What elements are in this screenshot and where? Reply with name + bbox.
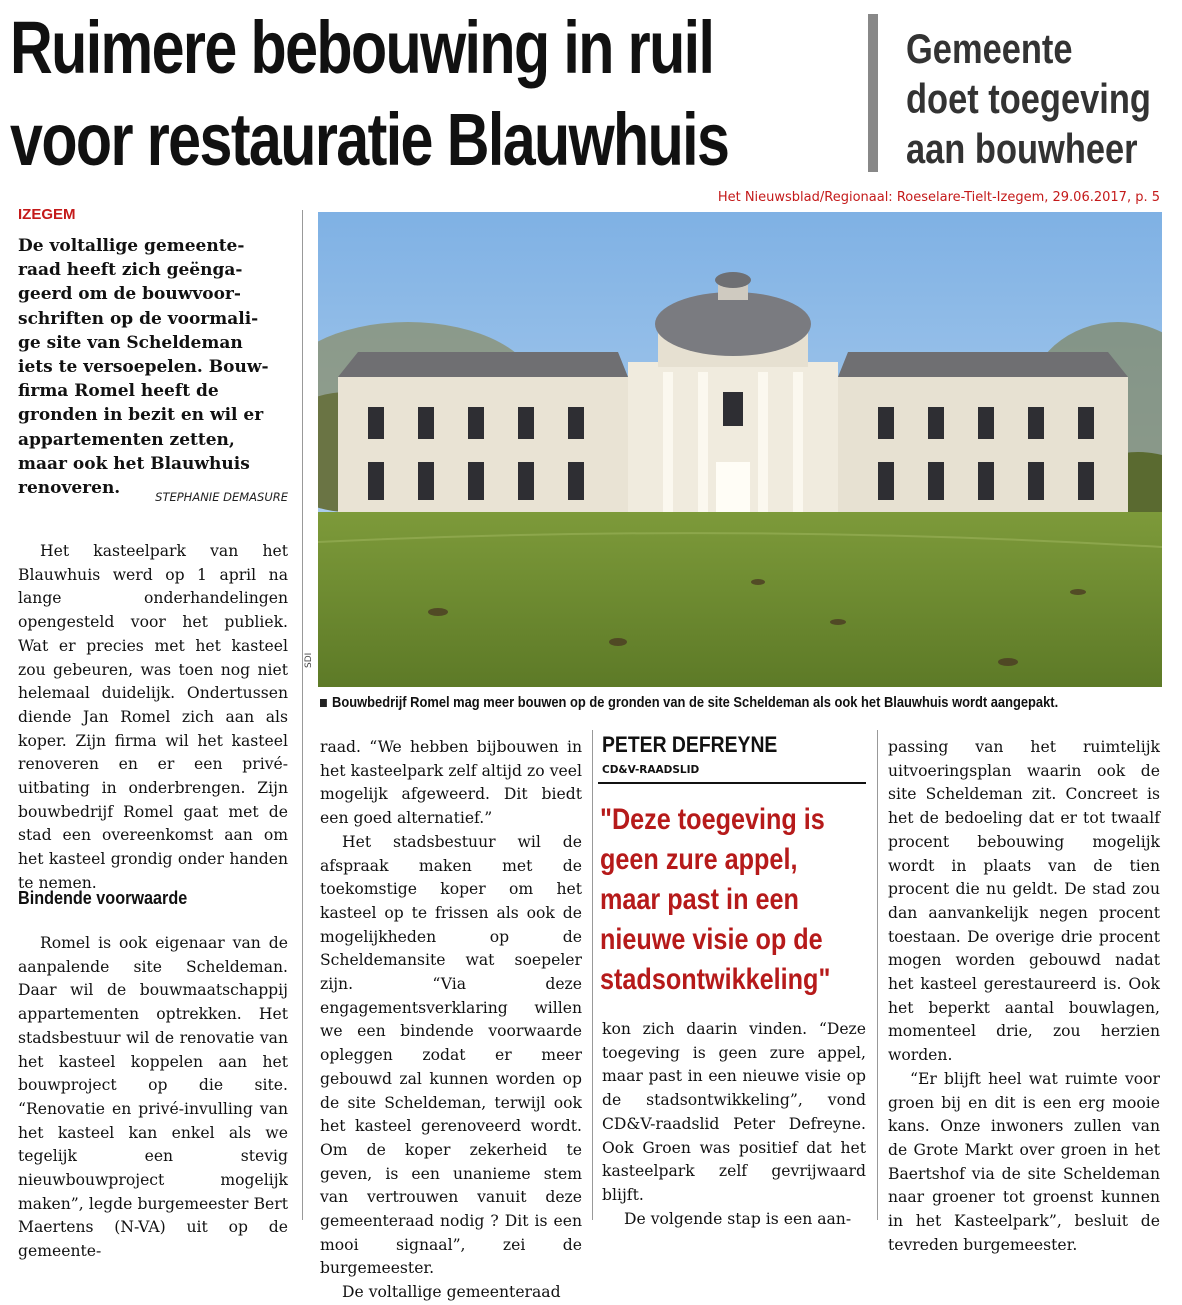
- source-line: Het Nieuwsblad/Regionaal: Roeselare-Tielt-Izegem, 29.06.2017, p. 5: [717, 190, 1160, 205]
- photo-caption: [320, 694, 1058, 711]
- subheadline-line-2: doet toegeving: [906, 75, 1151, 122]
- intro-line: schriften op de voormali-: [18, 308, 259, 329]
- paragraph: Romel is ook eigenaar van de aanpalende site Scheldeman. Daar wil de bouwmaatschappij appartementen optrekken. Het stadsbestuur wil de renovatie van het kasteel koppelen aan het bouwproject op die site. “Renovatie en privé-invulling van het kasteel kan enkel als we tegelijk een stevig nieuwbouwproject mogelijk maken”, legde burgemeester Bert Maertens (N-VA) uit op de gemeente-: [18, 934, 288, 1261]
- caption-text: Bouwbedrijf Romel mag meer bouwen op de gronden van de site Scheldeman als ook het Blauwhuis wordt aangepakt.: [332, 694, 1059, 711]
- column-divider: [302, 210, 303, 1220]
- castle-image: [318, 212, 1162, 687]
- kicker: IZEGEM: [18, 206, 76, 223]
- paragraph: passing van het ruimtelijk uitvoeringsplan waarin ook de site Scheldeman zit. Concreet is het de bedoeling dat er tot twaalf procent bebouwing mogelijk wordt in plaats van de tien procent die nu geldt. De stad zou dan aanvankelijk negen procent toestaan. De overige drie procent mogen worden gebouwd nadat het kasteel gerestaureerd is. Ook het beperkt aantal bouwlagen, momenteel drie, zou herzien worden.: [888, 738, 1160, 1065]
- intro-line: firma Romel heeft de: [18, 381, 219, 402]
- quote-line: "Deze toegeving is: [600, 803, 825, 836]
- column-4: [888, 736, 1160, 1257]
- paragraph: De volgende stap is een aan-: [624, 1209, 852, 1228]
- paragraph: Het stadsbestuur wil de afspraak maken met de toekomstige koper om het kasteel op te frissen als ook de mogelijkheden op de Scheldemansite wat soepeler zijn. “Via deze engagementsverklaring willen we een bindende voorwaarde opleggen zodat er meer gebouwd zal kunnen worden op de site Scheldeman, terwijl ook het kasteel gerenoveerd wordt. Om de koper zekerheid te geven, is een unanieme stem van vertrouwen vanuit deze gemeenteraad nodig ? Dit is een mooi signaal”, zei de burgemeester.: [320, 832, 582, 1278]
- intro-line: De voltallige gemeente-: [18, 236, 245, 256]
- subheadline: [906, 24, 1151, 174]
- subheadline-line-3: aan bouwheer: [906, 125, 1138, 172]
- byline: STEPHANIE DEMASURE: [155, 490, 288, 504]
- intro-line: ge site van Scheldeman: [18, 332, 243, 353]
- intro: [18, 234, 290, 500]
- quote-author-role: CD&V-RAADSLID: [602, 764, 700, 776]
- headline-line-2: voor restauratie Blauwhuis: [10, 98, 729, 181]
- quote-author: PETER DEFREYNE: [602, 732, 778, 757]
- paragraph: “Er blijft heel wat ruimte voor groen bij en dit is een erg mooie kans. Onze inwoners zullen van de Grote Markt over groen in het Baertshof via de site Scheldeman naar groener tot groenst kunnen in het Kasteelpark”, besluit de tevreden burgemeester.: [888, 1069, 1160, 1254]
- intro-line: gronden in bezit en wil er: [18, 405, 264, 426]
- quote-line: nieuwe visie op de: [600, 923, 823, 956]
- pull-quote: [600, 800, 852, 1000]
- column-1-continued: [18, 932, 288, 1264]
- paragraph: Het kasteelpark van het Blauwhuis werd op 1 april na lange onderhandelingen opengesteld voor het publiek. Wat er precies met het kasteel zou gebeuren, was toen nog niet helemaal duidelijk. Ondertussen diende Jan Romel zich aan als koper. Zijn firma wil het kasteel renoveren en er een privé-uitbating in onderbrengen. Zijn bouwbedrijf Romel gaat met de stad een overeenkomst aan om het kasteel grondig onder handen te nemen.: [18, 542, 288, 892]
- photo-credit: SDI: [304, 652, 314, 668]
- intro-line: appartementen zetten,: [18, 429, 235, 450]
- photo-blauwhuis: [318, 212, 1162, 687]
- intro-line: renoveren.: [18, 478, 121, 499]
- subtitle: Bindende voorwaarde: [18, 888, 188, 908]
- intro-line: raad heeft zich geënga-: [18, 260, 243, 281]
- column-2: [320, 736, 582, 1305]
- caption-square-icon: [320, 699, 327, 707]
- column-divider: [877, 730, 878, 1220]
- intro-line: iets te versoepelen. Bouw-: [18, 357, 269, 378]
- headline: [10, 2, 729, 186]
- intro-line: geerd om de bouwvoor-: [18, 284, 241, 305]
- headline-line-1: Ruimere bebouwing in ruil: [10, 6, 714, 89]
- quote-line: geen zure appel,: [600, 843, 798, 876]
- paragraph: De voltallige gemeenteraad: [342, 1283, 561, 1302]
- subheadline-bar: [868, 14, 878, 172]
- quote-rule: [598, 782, 866, 784]
- subheadline-line-1: Gemeente: [906, 25, 1073, 72]
- paragraph: raad. “We hebben bijbouwen in het kasteelpark zelf altijd zo veel mogelijk afgeweerd. Dit biedt een goed alternatief.”: [320, 738, 582, 828]
- quote-line: stadsontwikkeling": [600, 963, 831, 996]
- paragraph: kon zich daarin vinden. “Deze toegeving is geen zure appel, maar past in een nieuwe visie op de stadsontwikkeling”, vond CD&V-raadslid Peter Defreyne. Ook Groen was positief dat het kasteelpark zelf gevrijwaard blijft.: [602, 1020, 866, 1204]
- column-3: [602, 1018, 866, 1231]
- intro-line: maar ook het Blauwhuis: [18, 453, 250, 474]
- column-divider: [592, 730, 593, 1220]
- column-1: [18, 540, 288, 896]
- quote-line: maar past in een: [600, 883, 799, 916]
